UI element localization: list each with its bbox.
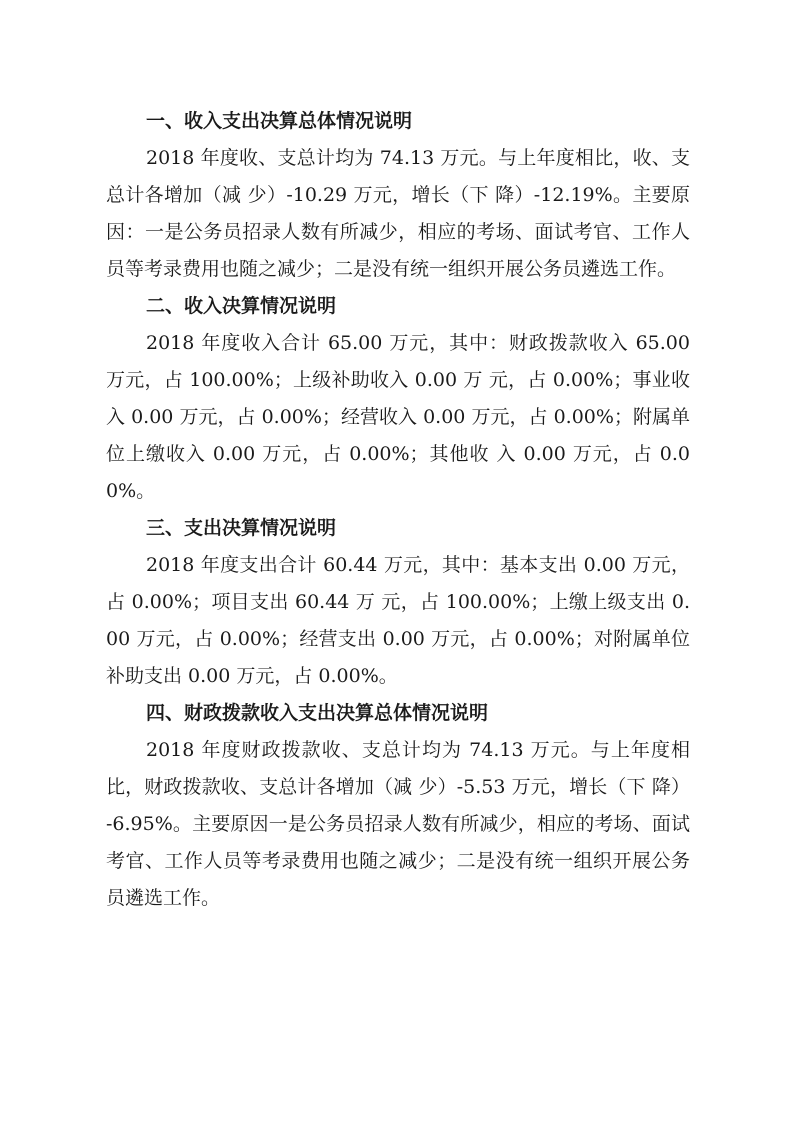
section-paragraph-3: 2018 年度支出合计 60.44 万元，其中：基本支出 0.00 万元，占 0.00%；项目支出 60.44 万 元，占 100.00%；上缴上级支出 0.00 万元，占 0.00%；经营支出 0.00 万元，占 0.00%；对附属单位补助支出 0.00 万元，占 0.00%。: [106, 554, 690, 687]
section-heading-4: 四、财政拨款收入支出决算总体情况说明: [146, 702, 489, 724]
section-heading-2: 二、收入决算情况说明: [146, 295, 337, 317]
section-heading-3: 三、支出决算情况说明: [146, 517, 337, 539]
section-paragraph-2: 2018 年度收入合计 65.00 万元，其中：财政拨款收入 65.00 万元，占 100.00%；上级补助收入 0.00 万 元，占 0.00%；事业收入 0.00 万元，占 0.00%；经营收入 0.00 万元，占 0.00%；附属单位上缴收入 0.00 万元，占 0.00%；其他收 入 0.00 万元，占 0.00%。: [106, 332, 690, 502]
section-paragraph-1: 2018 年度收、支总计均为 74.13 万元。与上年度相比，收、支总计各增加（减 少）-10.29 万元，增长（下 降）-12.19%。主要原因：一是公务员招录人数有所减少，相应的考场、面试考官、工作人员等考录费用也随之减少；二是没有统一组织开展公务员遴选工作。: [106, 147, 690, 280]
section-heading-1: 一、收入支出决算总体情况说明: [146, 110, 413, 132]
section-paragraph-4: 2018 年度财政拨款收、支总计均为 74.13 万元。与上年度相比，财政拨款收、支总计各增加（减 少）-5.53 万元，增长（下 降）-6.95%。主要原因一是公务员招录人数有所减少，相应的考场、面试考官、工作人员等考录费用也随之减少；二是没有统一组织开展公务员遴选工作。: [106, 739, 690, 909]
document-body: [106, 103, 690, 917]
